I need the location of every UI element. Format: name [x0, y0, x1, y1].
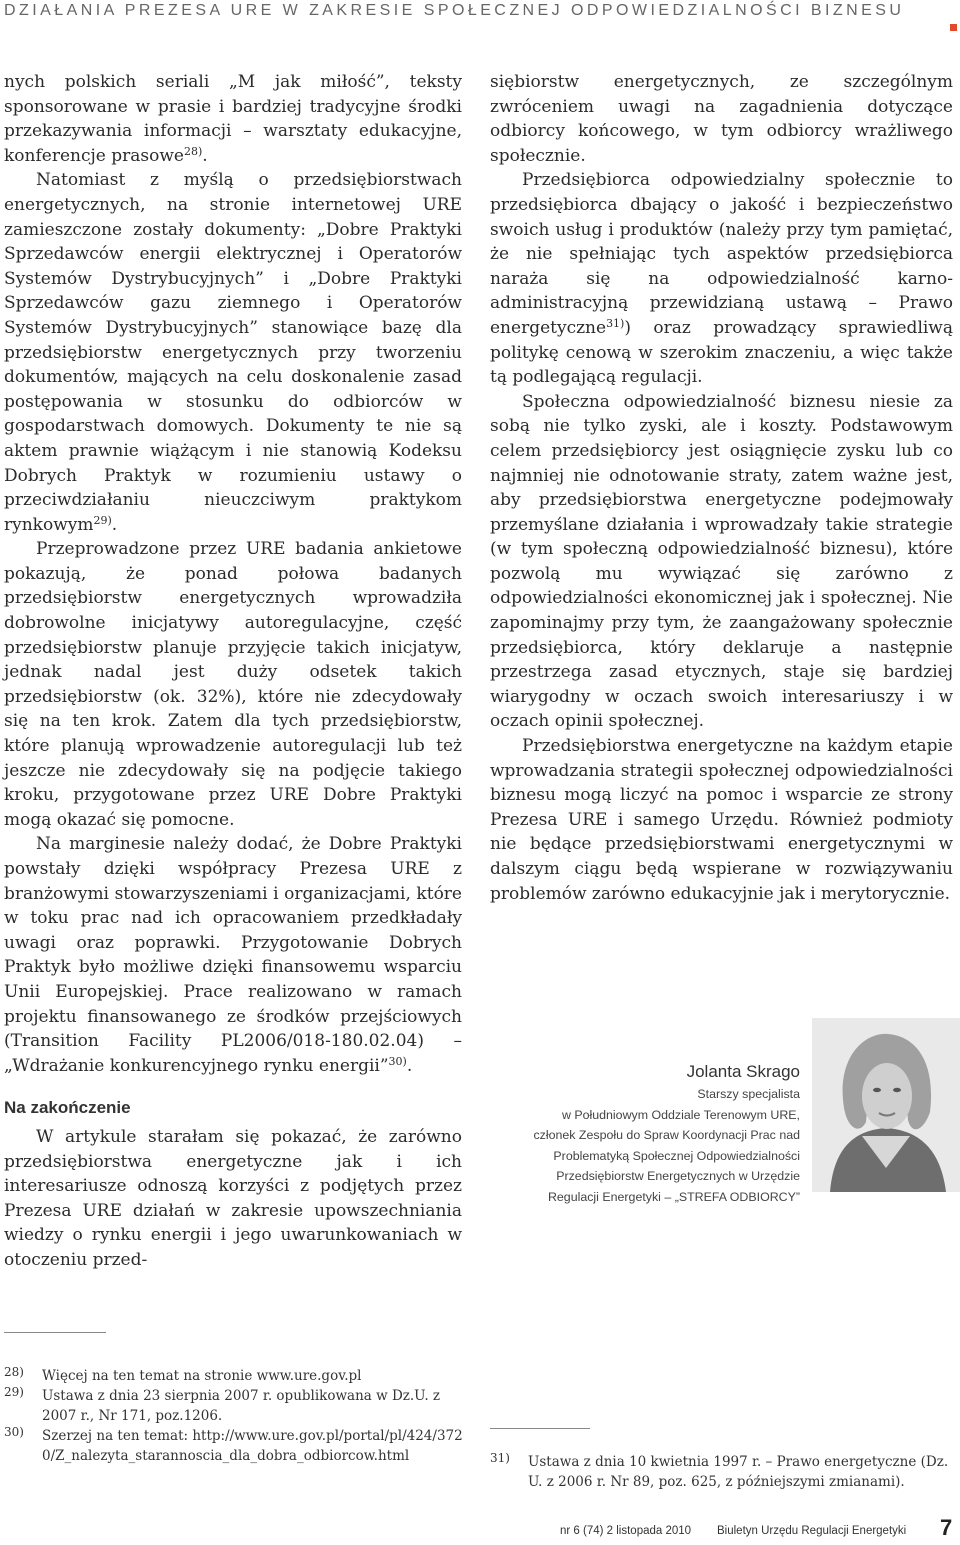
right-paragraph-1: siębiorstw energetycznych, ze szczególnym zwróceniem uwagi na zagadnienia dotyczące odbiorcy końcowego, w tym odbiorcy wrażliwego społecznie. [490, 72, 953, 166]
footnotes-right [490, 1452, 956, 1492]
footnote-number: 29) [4, 1385, 24, 1399]
footnote-item [490, 1452, 956, 1492]
footnote-item [4, 1366, 464, 1386]
footnote-ref-31[interactable]: 31) [606, 316, 625, 330]
footer-issue: nr 6 (74) 2 listopada 2010 [560, 1525, 692, 1537]
right-paragraph-2: Przedsiębiorca odpowiedzialny społecznie to przedsiębiorca dbający o jakość i bezpieczeństwo swoich usług i produktów (należy przy tym pamiętać, że nie spełniając tych aspektów przedsiębiorca naraża się na odpowiedzialność karno-administracyjną przewidzianą ustawą – Prawo energetyczne$^{31)}$) oraz prowadzący sprawiedliwą politykę cenową w szerokim znaczeniu, a więc także tą podlegającą regulacji. [490, 170, 953, 388]
footnotes-right-rule [490, 1428, 590, 1429]
author-title-line: Regulacji Energetyki – „STREFA ODBIORCY” [547, 1189, 800, 1204]
left-paragraph-5: W artykule starałam się pokazać, że zarówno przedsiębiorstwa energetyczne jak i ich interesariusze odnoszą korzyści z podjętych przez Prezesa URE działań w zakresie upowszechniania wiedzy o rynku energii i jego uwarunkowaniach w otoczeniu przed- [4, 1126, 462, 1270]
footnote-item [4, 1386, 464, 1426]
left-paragraph-3: Przeprowadzone przez URE badania ankietowe pokazują, że ponad połowa badanych przedsiębiorstw energetycznych wprowadziła dobrowolne inicjatywy autoregulacyjne, część przedsiębiorstw planuje przyjęcie takich inicjatyw, jednak nadal jest duży odsetek takich przedsiębiorstw (ok. 32%), które nie zdecydowały się na ten krok. Zatem dla tych przedsiębiorstw, które planują wprowadzenie autoregulacji lub też jeszcze nie zdecydowały się na podjęcie takiego kroku, przygotowane przez URE Dobre Praktyki mogą okazać się pomocne. [4, 539, 462, 830]
footnote-number: 31) [490, 1451, 510, 1465]
footer-publication: Biuletyn Urzędu Regulacji Energetyki [717, 1525, 907, 1537]
footnote-number: 28) [4, 1365, 24, 1379]
page-header [0, 0, 960, 30]
left-paragraph-4: Na marginesie należy dodać, że Dobre Praktyki powstały dzięki współpracy Prezesa URE z branżowymi stowarzyszeniami i organizacjami, które w toku prac nad ich opracowaniem przedkładały uwagi oraz poprawki. Przygotowanie Dobrych Praktyk było możliwe dzięki finansowemu wsparciu Unii Europejskiej. Prace realizowano w ramach projektu finansowanego ze środków przejściowych (Transition Facility PL2006/018-180.02.04) – „Wdrażanie konkurencyjnego rynku energii”$^{30)}$. [4, 834, 462, 1076]
author-name: Jolanta Skrago [686, 1062, 800, 1081]
author-signature [500, 1062, 800, 1207]
author-title-line: w Południowym Oddziale Terenowym URE, [561, 1107, 800, 1122]
author-title-line: Problematyką Społecznej Odpowiedzialności [553, 1148, 800, 1163]
author-title-line: Przedsiębiorstw Energetycznych w Urzędzie [556, 1169, 800, 1183]
author-title-line: członek Zespołu do Spraw Koordynacji Prac nad [533, 1128, 800, 1142]
right-paragraph-3: Społeczna odpowiedzialność biznesu niesie za sobą nie tylko zyski, ale i koszty. Podstawowym celem przedsiębiorcy jest osiągnięcie zysku lub co najmniej nie odnotowanie straty, zatem ważne jest, aby przedsiębiorstwa energetyczne podejmowały przemyślane działania i wprowadzały takie strategie (w tym społeczną odpowiedzialność biznesu), które pozwolą mu wywiązać się zarówno z odpowiedzialności ekonomicznej jak i społecznej. Nie zapominajmy przy tym, że zaangażowany społecznie przedsiębiorca, który deklaruje a następnie przestrzega zasad etycznych, staje się bardziej wiarygodny w oczach swoich interesariuszy i w oczach opinii społecznej. [490, 391, 953, 732]
footnotes-left [4, 1366, 464, 1466]
running-header-title: DZIAŁANIA PREZESA URE W ZAKRESIE SPOŁECZNEJ ODPOWIEDZIALNOŚCI BIZNESU [4, 2, 905, 19]
footnotes-left-rule [4, 1332, 106, 1333]
right-paragraph-4: Przedsiębiorstwa energetyczne na każdym etapie wprowadzania strategii społecznej odpowiedzialności biznesu mogą liczyć na pomoc i wsparcie ze strony Prezesa URE i samego Urzędu. Również podmioty nie będące przedsiębiorstwami energetycznymi w dalszym ciągu będą wspierane w rozwiązywaniu problemów zarówno edukacyjnie jak i merytorycznie. [490, 736, 953, 904]
footnote-text: Ustawa z dnia 10 kwietnia 1997 r. – Prawo energetyczne (Dz. U. z 2006 r. Nr 89, poz. 625, z późniejszymi zmianami). [528, 1454, 949, 1490]
left-paragraph-1: nych polskich seriali „M jak miłość”, teksty sponsorowane w prasie i bardziej tradycyjne środki przekazywania informacji – warsztaty edukacyjne, konferencje prasowe$^{28)}$. [4, 72, 462, 166]
footnote-ref-30[interactable]: 30) [388, 1054, 407, 1068]
right-column [490, 70, 953, 906]
left-paragraph-2: Natomiast z myślą o przedsiębiorstwach energetycznych, na stronie internetowej URE zamieszczone zostały dokumenty: „Dobre Praktyki Sprzedawców energii elektrycznej i Operatorów Systemów Dystrybucyjnych” i „Dobre Praktyki Sprzedawców gazu ziemnego i Operatorów Systemów Dystrybucyjnych” stanowiące bazę dla przedsiębiorstw energetycznych przy tworzeniu dokumentów, mających na celu doskonalenie zasad postępowania w stosunku do odbiorców w gospodarstwach domowych. Dokumenty te nie są aktem prawnie wiążącym i nie stanowią Kodeksu Dobrych Praktyk w rozumieniu ustawy o przeciwdziałaniu nieuczciwym praktykom rynkowym$^{29)}$. [4, 170, 462, 535]
header-accent-square [950, 24, 957, 31]
section-heading: Na zakończenie [4, 1098, 131, 1118]
footnote-text: Ustawa z dnia 23 sierpnia 2007 r. opublikowana w Dz.U. z 2007 r., Nr 171, poz.1206. [42, 1388, 441, 1424]
footnote-item [4, 1426, 464, 1466]
footnote-number: 30) [4, 1425, 24, 1439]
author-photo [812, 1018, 960, 1192]
footnote-ref-29[interactable]: 29) [93, 513, 112, 527]
footnote-ref-28[interactable]: 28) [183, 144, 203, 158]
author-title-line: Starszy specjalista [697, 1087, 800, 1101]
footnote-text[interactable]: Szerzej na ten temat: http://www.ure.gov.pl/portal/pl/424/3720/Z_nalezyta_starannoscia_dla_dobra_odbiorcow.html [42, 1428, 463, 1464]
footnote-text: Więcej na ten temat na stronie www.ure.gov.pl [42, 1368, 362, 1384]
page-number: 7 [940, 1515, 953, 1540]
left-column [4, 70, 462, 1273]
